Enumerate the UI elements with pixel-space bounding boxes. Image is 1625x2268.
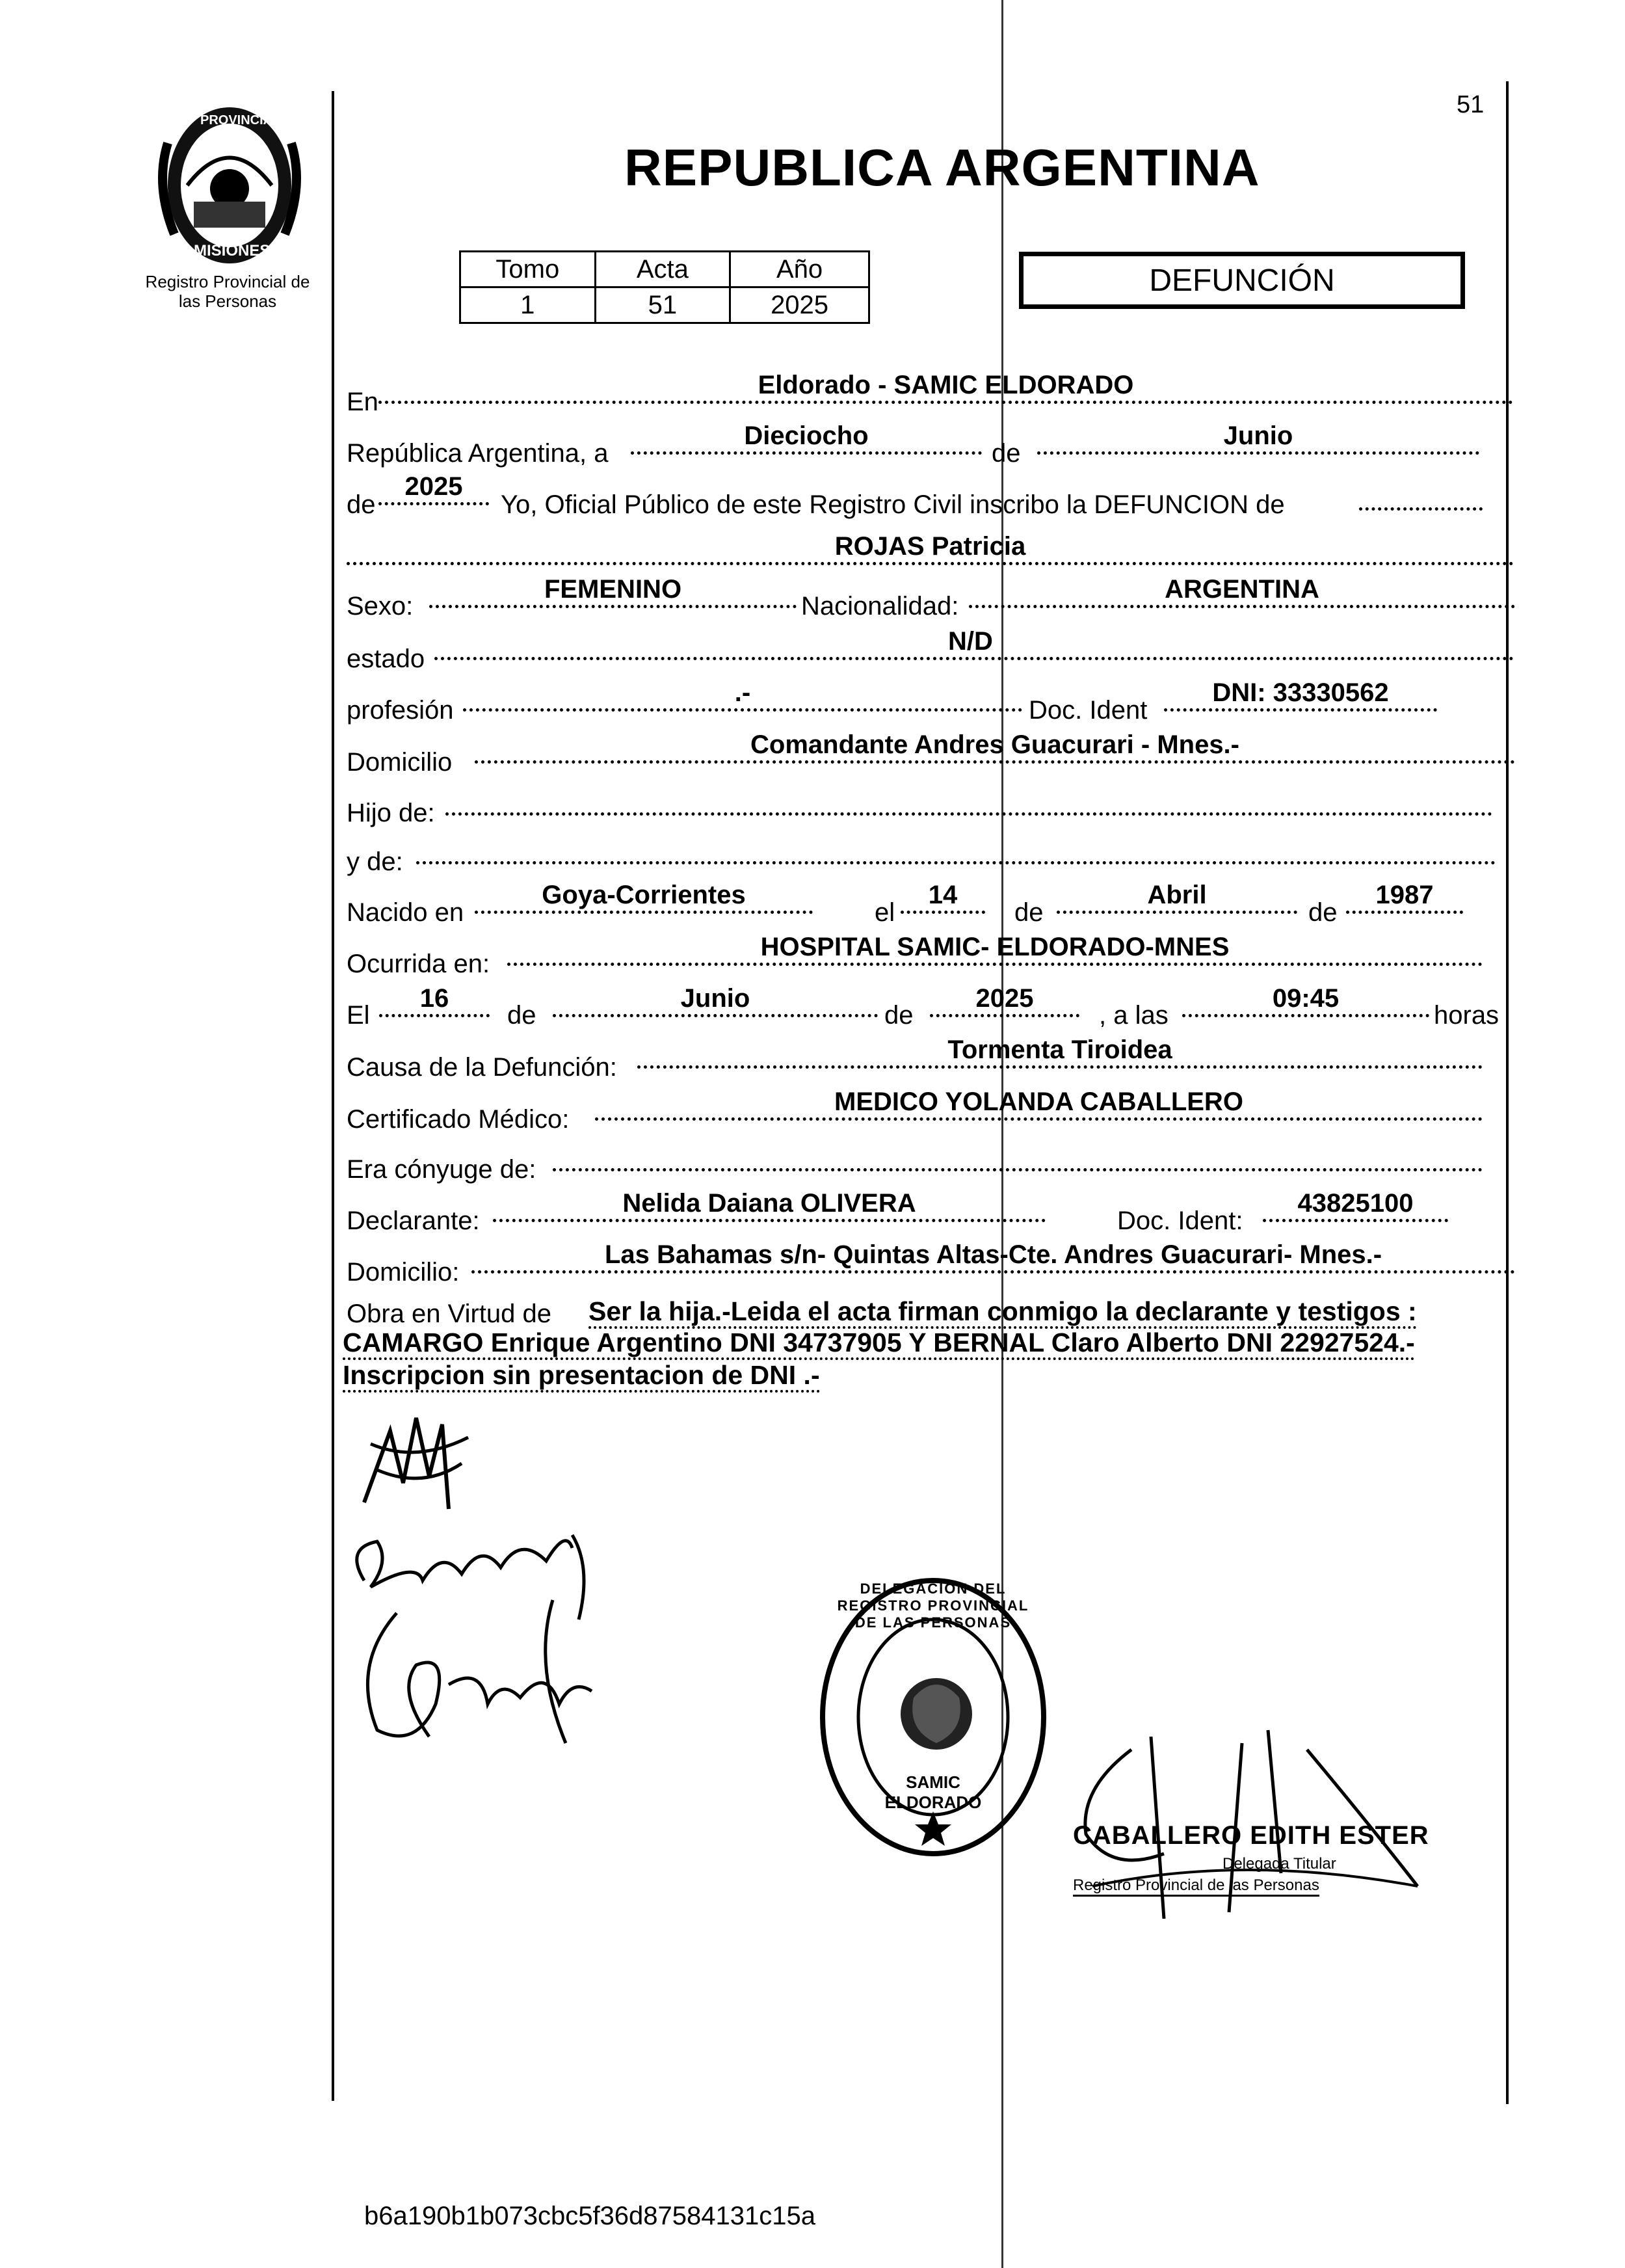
death-day-field xyxy=(379,985,490,1017)
estado-label: estado xyxy=(347,645,425,673)
day-value: Dieciocho xyxy=(744,421,869,450)
page-number: 51 xyxy=(1457,91,1485,118)
signature-witness-2 xyxy=(338,1587,611,1756)
left-margin-rule xyxy=(332,91,334,2101)
nacionalidad-field xyxy=(969,576,1515,608)
death-year-field xyxy=(930,985,1079,1017)
registry-caption xyxy=(124,272,332,311)
official-name: CABALLERO EDITH ESTER xyxy=(1073,1821,1429,1850)
month-value: Junio xyxy=(1223,421,1293,450)
obra-line1-text: Ser la hija.-Leida el acta firman conmigo la declarante y testigos : xyxy=(588,1296,1417,1329)
el-label: el xyxy=(875,898,895,927)
declarante-doc-value: 43825100 xyxy=(1297,1189,1414,1218)
record-table-header-row xyxy=(460,252,869,287)
doc-ident-label: Doc. Ident xyxy=(1029,696,1148,725)
record-table xyxy=(459,250,870,324)
registry-caption-line2: las Personas xyxy=(178,291,277,311)
deceased-name: ROJAS Patricia xyxy=(834,532,1026,561)
en-value: Eldorado - SAMIC ELDORADO xyxy=(758,371,1134,399)
de-label-4: de xyxy=(1308,898,1338,927)
el-cap-label: El xyxy=(347,1001,370,1030)
obra-line3-text: Inscripcion sin presentacion de DNI .- xyxy=(343,1360,820,1393)
record-type-box xyxy=(1019,252,1465,309)
record-table-tomo: 1 xyxy=(460,287,596,323)
conyuge-field xyxy=(553,1140,1483,1171)
domicilio-label: Domicilio xyxy=(347,748,453,777)
en-label: En xyxy=(347,388,378,416)
birth-month: Abril xyxy=(1147,881,1207,909)
obra-line2-text: CAMARGO Enrique Argentino DNI 34737905 Y BERNAL Claro Alberto DNI 22927524.- xyxy=(343,1327,1415,1360)
signature-declarante xyxy=(351,1405,481,1522)
nacido-field xyxy=(475,882,813,914)
declarante-label: Declarante: xyxy=(347,1207,480,1235)
causa-field xyxy=(637,1037,1483,1069)
hijo-label: Hijo de: xyxy=(347,799,435,827)
birth-month-field xyxy=(1057,882,1297,914)
year-value: 2025 xyxy=(404,472,463,501)
ocurrida-value: HOSPITAL SAMIC- ELDORADO-MNES xyxy=(760,933,1230,961)
estado-field xyxy=(434,628,1514,660)
death-month-field xyxy=(553,985,878,1017)
domicilio2-field xyxy=(471,1242,1515,1274)
doc-ident-field xyxy=(1164,680,1437,712)
record-table-ano: 2025 xyxy=(730,287,869,323)
domicilio2-value: Las Bahamas s/n- Quintas Altas-Cte. Andres Guacurari- Mnes.- xyxy=(604,1240,1382,1269)
seal-top-text: PROVINCIA DE xyxy=(200,113,273,142)
obra-line2 xyxy=(343,1327,1515,1358)
day-field xyxy=(631,423,982,455)
domicilio-value: Comandante Andres Guacurari - Mnes.- xyxy=(750,730,1239,759)
en-field xyxy=(378,372,1513,404)
record-table-acta: 51 xyxy=(595,287,730,323)
de-label-2: de xyxy=(347,490,376,519)
profesion-label: profesión xyxy=(347,696,454,725)
death-day: 16 xyxy=(419,984,449,1013)
a-las-label: , a las xyxy=(1099,1001,1169,1030)
profesion-value: .- xyxy=(734,678,751,707)
de-label-3: de xyxy=(1014,898,1044,927)
profesion-field xyxy=(463,680,1022,712)
provincial-seal xyxy=(148,104,311,267)
obra-line3 xyxy=(343,1359,1515,1391)
horas-label: horas xyxy=(1434,1001,1499,1030)
country-title: REPUBLICA ARGENTINA xyxy=(624,139,1260,196)
de-label-1: de xyxy=(992,439,1021,468)
nacido-label: Nacido en xyxy=(347,898,464,927)
record-table-header-acta: Acta xyxy=(595,252,730,287)
month-field xyxy=(1037,423,1479,455)
causa-value: Tormenta Tiroidea xyxy=(947,1035,1172,1064)
nacionalidad-label: Nacionalidad: xyxy=(801,592,959,620)
deceased-name-field xyxy=(347,533,1514,565)
doc-ident-value: DNI: 33330562 xyxy=(1212,678,1389,707)
republica-label: República Argentina, a xyxy=(347,439,609,468)
year-field xyxy=(378,474,489,505)
ocurrida-label: Ocurrida en: xyxy=(347,950,490,978)
domicilio2-label: Domicilio: xyxy=(347,1258,460,1287)
death-year: 2025 xyxy=(975,984,1034,1013)
registry-caption-line1: Registro Provincial de xyxy=(145,272,310,291)
death-time: 09:45 xyxy=(1272,984,1340,1013)
birth-year-field xyxy=(1346,882,1463,914)
record-table-header-tomo: Tomo xyxy=(460,252,596,287)
delegation-seal-text: DELEGACION DEL REGISTRO PROVINCIAL DE LAS PERSONAS xyxy=(837,1581,1029,1631)
delegation-seal xyxy=(816,1574,1050,1860)
certificado-label: Certificado Médico: xyxy=(347,1105,570,1134)
ocurrida-field xyxy=(507,934,1483,966)
record-type: DEFUNCIÓN xyxy=(1149,263,1335,298)
death-month: Junio xyxy=(680,984,750,1013)
official-org: Registro Provincial de las Personas xyxy=(1073,1876,1319,1897)
birth-day-field xyxy=(901,882,985,914)
record-table-header-ano: Año xyxy=(730,252,869,287)
sexo-value: FEMENINO xyxy=(544,575,682,604)
domicilio-field xyxy=(475,732,1515,764)
obra-label: Obra en Virtud de xyxy=(347,1300,552,1328)
sexo-field xyxy=(429,576,797,608)
seal-bottom-text: MISIONES xyxy=(194,242,271,260)
conyuge-label: Era cónyuge de: xyxy=(347,1155,536,1184)
hijo-field xyxy=(445,784,1492,816)
birth-year: 1987 xyxy=(1375,881,1434,909)
certificado-value: MEDICO YOLANDA CABALLERO xyxy=(834,1087,1243,1116)
declarante-value: Nelida Daiana OLIVERA xyxy=(622,1189,916,1218)
certificado-field xyxy=(595,1089,1483,1121)
declarante-doc-field xyxy=(1263,1190,1448,1222)
official-role: Delegada Titular xyxy=(1222,1855,1336,1873)
yde-label: y de: xyxy=(347,847,403,876)
delegation-seal-inner: SAMIC ELDORADO xyxy=(884,1772,982,1812)
declarante-doc-label: Doc. Ident: xyxy=(1117,1207,1243,1235)
causa-label: Causa de la Defunción: xyxy=(347,1053,617,1082)
de-label-5: de xyxy=(507,1001,536,1030)
declarante-field xyxy=(493,1190,1046,1222)
record-table-value-row xyxy=(460,287,869,323)
yo-tail-field xyxy=(1359,488,1483,511)
yde-field xyxy=(416,833,1496,864)
obra-line1 xyxy=(588,1296,1515,1327)
document-hash: b6a190b1b073cbc5f36d87584131c15a xyxy=(364,2202,816,2230)
yo-text: Yo, Oficial Público de este Registro Civil inscribo la DEFUNCION de xyxy=(501,490,1285,519)
death-time-field xyxy=(1182,985,1429,1017)
nacionalidad-value: ARGENTINA xyxy=(1165,575,1319,604)
birth-day: 14 xyxy=(928,881,958,909)
de-label-6: de xyxy=(884,1001,914,1030)
fold-line xyxy=(1001,0,1003,2268)
sexo-label: Sexo: xyxy=(347,592,414,620)
nacido-value: Goya-Corrientes xyxy=(542,881,746,909)
estado-value: N/D xyxy=(948,627,993,656)
